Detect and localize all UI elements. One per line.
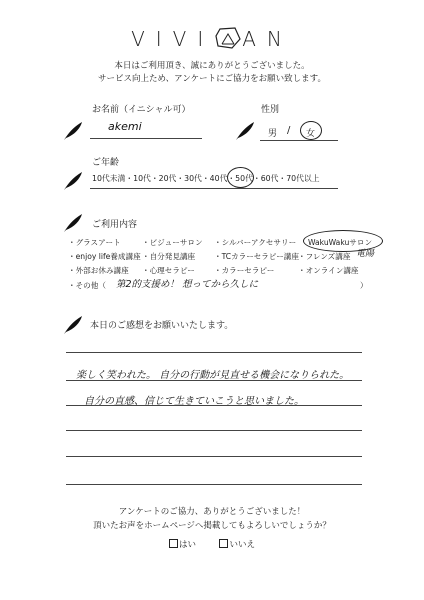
age-selection-circle xyxy=(227,167,254,188)
impression-ruled-line xyxy=(66,456,362,457)
quill-icon xyxy=(62,212,84,234)
impression-ruled-line xyxy=(66,405,362,406)
usage-option: ・自分発見講座 xyxy=(142,252,196,261)
gender-selection-circle xyxy=(300,121,322,140)
age-separator: ・ xyxy=(150,174,159,183)
age-options xyxy=(92,173,320,184)
gender-label: 性別 xyxy=(261,105,280,115)
impression-label: 本日のご感想をお願いいたします。 xyxy=(90,321,234,331)
yes-option[interactable] xyxy=(169,540,196,550)
impression-line-2: 自分の直感、信じて生きていこうと思いました。 xyxy=(84,396,304,407)
age-separator: ・ xyxy=(201,174,210,183)
usage-handwritten-note: 電陽 xyxy=(356,249,375,259)
impression-line-1: 楽しく笑われた。 自分の行動が見直せる機会になりられた。 xyxy=(76,370,350,381)
age-option: 60代 xyxy=(260,174,279,183)
usage-option-label: enjoy life養成講座 xyxy=(75,252,141,261)
brand-mark-icon xyxy=(214,26,242,55)
age-separator: ・ xyxy=(227,174,236,183)
age-option: 10代 xyxy=(133,174,151,183)
usage-other-label: ・その他（ xyxy=(68,281,106,290)
usage-option: ・心理セラピー xyxy=(142,266,195,275)
usage-option-label: カラーセラピー xyxy=(221,266,275,275)
footer-line-1: アンケートのご協力、ありがとうございました！ xyxy=(118,507,306,517)
footer-text xyxy=(0,505,424,533)
usage-option: ・シルバーアクセサリー xyxy=(214,238,297,247)
usage-other-close: ） xyxy=(360,281,368,290)
publish-consent xyxy=(0,538,424,550)
usage-option-label: フレンズ講座 xyxy=(305,252,351,261)
gender-separator: / xyxy=(287,125,291,136)
usage-other-label-text: その他（ xyxy=(75,281,106,290)
usage-option-label: シルバーアクセサリー xyxy=(221,238,297,247)
gender-male: 男 xyxy=(268,129,278,139)
name-answer: akemi xyxy=(108,120,142,133)
usage-option-label: 自分発見講座 xyxy=(149,252,196,261)
age-option: 10代未満 xyxy=(92,174,126,183)
usage-option: ・ビジューサロン xyxy=(142,238,203,247)
age-option: 40代 xyxy=(209,174,228,183)
impression-ruled-line xyxy=(66,380,362,381)
name-label: お名前（イニシャル可） xyxy=(92,105,191,115)
usage-option: ・カラーセラピー xyxy=(214,266,275,275)
quill-icon xyxy=(234,120,256,142)
age-separator: ・ xyxy=(278,174,287,183)
usage-option: ・enjoy life養成講座 xyxy=(68,252,141,261)
usage-option: ・フレンズ講座 xyxy=(298,252,351,261)
age-underline xyxy=(90,188,338,189)
footer-line-2: 頂いたお声をホームページへ掲載してもよろしいでしょうか？ xyxy=(93,521,331,531)
age-option: 70代以上 xyxy=(286,174,320,183)
age-label: ご年齢 xyxy=(92,158,120,168)
usage-option-label: TCカラーセラピー講座 xyxy=(221,252,299,261)
gender-female: 女 xyxy=(306,129,316,139)
intro-line-2: サービス向上ため、アンケートにご協力をお願い致します。 xyxy=(98,74,326,84)
usage-option-label: 外部お休み講座 xyxy=(75,266,129,275)
impression-ruled-line xyxy=(66,484,362,485)
impression-ruled-line xyxy=(66,430,362,431)
usage-option: ・グラスアート xyxy=(68,238,121,247)
quill-icon xyxy=(62,170,84,192)
no-label: いいえ xyxy=(229,540,255,550)
age-separator: ・ xyxy=(125,174,134,183)
usage-option: ・外部お休み講座 xyxy=(68,266,129,275)
yes-checkbox[interactable] xyxy=(169,539,178,548)
usage-option-label: WakuWakuサロン xyxy=(308,238,373,247)
age-option: 30代 xyxy=(184,174,202,183)
no-option[interactable] xyxy=(219,540,255,550)
usage-other-answer: 第2的支援め！ 想ってから久しに xyxy=(116,279,259,290)
age-separator: ・ xyxy=(252,174,261,183)
yes-label: はい xyxy=(179,540,197,550)
usage-option-label: ビジューサロン xyxy=(149,238,203,247)
age-separator: ・ xyxy=(176,174,185,183)
gender-underline xyxy=(260,140,338,141)
usage-option-label: グラスアート xyxy=(75,238,121,247)
impression-ruled-line xyxy=(66,352,362,353)
brand-logo xyxy=(0,26,424,55)
brand-name-right: AN xyxy=(242,27,293,51)
usage-option: ・TCカラーセラピー講座 xyxy=(214,252,299,261)
name-underline xyxy=(90,138,202,139)
age-option-selected: 50代 xyxy=(235,174,253,183)
quill-icon xyxy=(62,120,84,142)
intro-text xyxy=(0,60,424,86)
usage-option: ・オンライン講座 xyxy=(298,266,359,275)
usage-label: ご利用内容 xyxy=(92,220,138,230)
brand-name-left: VIVI xyxy=(131,27,215,51)
quill-icon xyxy=(62,314,84,336)
usage-option-label: 心理セラピー xyxy=(149,266,195,275)
no-checkbox[interactable] xyxy=(219,539,228,548)
intro-line-1: 本日はご利用頂き、誠にありがとうございました。 xyxy=(114,61,310,71)
usage-option-label: オンライン講座 xyxy=(305,266,359,275)
age-option: 20代 xyxy=(158,174,177,183)
